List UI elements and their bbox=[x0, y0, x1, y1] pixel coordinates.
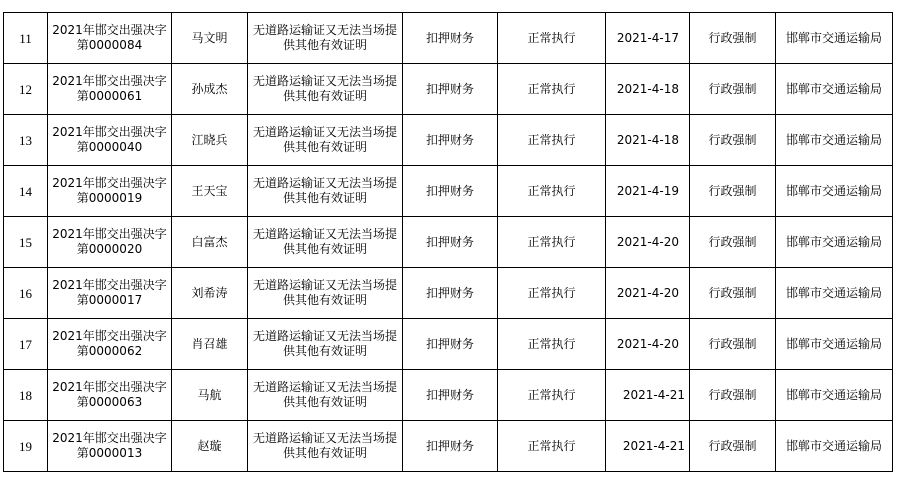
table-row bbox=[4, 370, 893, 421]
row-number-cell: 15 bbox=[4, 217, 48, 268]
decision-number-cell: 2021年邯交出强决字第0000017 bbox=[48, 268, 172, 319]
decision-date-cell: 2021-4-18 bbox=[606, 64, 690, 115]
party-name-cell: 王天宝 bbox=[172, 166, 248, 217]
agency-cell: 邯郸市交通运输局 bbox=[776, 13, 893, 64]
table-row bbox=[4, 115, 893, 166]
enforcement-table bbox=[3, 12, 893, 472]
decision-date-cell: 2021-4-17 bbox=[606, 13, 690, 64]
decision-date-cell: 2021-4-20 bbox=[606, 268, 690, 319]
reason-cell: 无道路运输证又无法当场提供其他有效证明 bbox=[248, 13, 403, 64]
decision-date-cell: 2021-4-20 bbox=[606, 319, 690, 370]
decision-number-cell: 2021年邯交出强决字第0000063 bbox=[48, 370, 172, 421]
action-type-cell: 行政强制 bbox=[690, 64, 776, 115]
table-row bbox=[4, 166, 893, 217]
row-number-cell: 12 bbox=[4, 64, 48, 115]
party-name-cell: 白富杰 bbox=[172, 217, 248, 268]
reason-cell: 无道路运输证又无法当场提供其他有效证明 bbox=[248, 421, 403, 472]
party-name-cell: 赵璇 bbox=[172, 421, 248, 472]
decision-number-cell: 2021年邯交出强决字第0000084 bbox=[48, 13, 172, 64]
agency-cell: 邯郸市交通运输局 bbox=[776, 217, 893, 268]
row-number-cell: 18 bbox=[4, 370, 48, 421]
status-cell: 正常执行 bbox=[498, 421, 606, 472]
row-number-cell: 19 bbox=[4, 421, 48, 472]
reason-cell: 无道路运输证又无法当场提供其他有效证明 bbox=[248, 217, 403, 268]
table-body bbox=[4, 13, 893, 472]
decision-date-cell: 2021-4-18 bbox=[606, 115, 690, 166]
status-cell: 正常执行 bbox=[498, 64, 606, 115]
agency-cell: 邯郸市交通运输局 bbox=[776, 115, 893, 166]
action-type-cell: 行政强制 bbox=[690, 421, 776, 472]
decision-number-cell: 2021年邯交出强决字第0000062 bbox=[48, 319, 172, 370]
party-name-cell: 刘希涛 bbox=[172, 268, 248, 319]
measure-cell: 扣押财务 bbox=[403, 421, 498, 472]
decision-date-cell: 2021-4-19 bbox=[606, 166, 690, 217]
measure-cell: 扣押财务 bbox=[403, 319, 498, 370]
table-row bbox=[4, 319, 893, 370]
status-cell: 正常执行 bbox=[498, 319, 606, 370]
decision-number-cell: 2021年邯交出强决字第0000040 bbox=[48, 115, 172, 166]
agency-cell: 邯郸市交通运输局 bbox=[776, 370, 893, 421]
decision-number-cell: 2021年邯交出强决字第0000061 bbox=[48, 64, 172, 115]
action-type-cell: 行政强制 bbox=[690, 13, 776, 64]
measure-cell: 扣押财务 bbox=[403, 64, 498, 115]
table-row bbox=[4, 268, 893, 319]
agency-cell: 邯郸市交通运输局 bbox=[776, 268, 893, 319]
action-type-cell: 行政强制 bbox=[690, 319, 776, 370]
status-cell: 正常执行 bbox=[498, 217, 606, 268]
decision-date-cell: 2021-4-20 bbox=[606, 217, 690, 268]
status-cell: 正常执行 bbox=[498, 166, 606, 217]
row-number-cell: 16 bbox=[4, 268, 48, 319]
reason-cell: 无道路运输证又无法当场提供其他有效证明 bbox=[248, 319, 403, 370]
agency-cell: 邯郸市交通运输局 bbox=[776, 319, 893, 370]
action-type-cell: 行政强制 bbox=[690, 217, 776, 268]
row-number-cell: 11 bbox=[4, 13, 48, 64]
decision-date-cell: 2021-4-21 bbox=[606, 421, 690, 472]
row-number-cell: 17 bbox=[4, 319, 48, 370]
reason-cell: 无道路运输证又无法当场提供其他有效证明 bbox=[248, 166, 403, 217]
decision-number-cell: 2021年邯交出强决字第0000013 bbox=[48, 421, 172, 472]
decision-number-cell: 2021年邯交出强决字第0000019 bbox=[48, 166, 172, 217]
measure-cell: 扣押财务 bbox=[403, 217, 498, 268]
status-cell: 正常执行 bbox=[498, 115, 606, 166]
table-row bbox=[4, 64, 893, 115]
decision-number-cell: 2021年邯交出强决字第0000020 bbox=[48, 217, 172, 268]
party-name-cell: 马文明 bbox=[172, 13, 248, 64]
measure-cell: 扣押财务 bbox=[403, 166, 498, 217]
action-type-cell: 行政强制 bbox=[690, 370, 776, 421]
measure-cell: 扣押财务 bbox=[403, 370, 498, 421]
reason-cell: 无道路运输证又无法当场提供其他有效证明 bbox=[248, 115, 403, 166]
table-row bbox=[4, 217, 893, 268]
action-type-cell: 行政强制 bbox=[690, 115, 776, 166]
action-type-cell: 行政强制 bbox=[690, 268, 776, 319]
row-number-cell: 13 bbox=[4, 115, 48, 166]
party-name-cell: 肖召雄 bbox=[172, 319, 248, 370]
status-cell: 正常执行 bbox=[498, 268, 606, 319]
measure-cell: 扣押财务 bbox=[403, 13, 498, 64]
agency-cell: 邯郸市交通运输局 bbox=[776, 166, 893, 217]
decision-date-cell: 2021-4-21 bbox=[606, 370, 690, 421]
party-name-cell: 江晓兵 bbox=[172, 115, 248, 166]
reason-cell: 无道路运输证又无法当场提供其他有效证明 bbox=[248, 64, 403, 115]
agency-cell: 邯郸市交通运输局 bbox=[776, 421, 893, 472]
status-cell: 正常执行 bbox=[498, 13, 606, 64]
table-row bbox=[4, 421, 893, 472]
party-name-cell: 孙成杰 bbox=[172, 64, 248, 115]
party-name-cell: 马航 bbox=[172, 370, 248, 421]
action-type-cell: 行政强制 bbox=[690, 166, 776, 217]
status-cell: 正常执行 bbox=[498, 370, 606, 421]
reason-cell: 无道路运输证又无法当场提供其他有效证明 bbox=[248, 268, 403, 319]
agency-cell: 邯郸市交通运输局 bbox=[776, 64, 893, 115]
measure-cell: 扣押财务 bbox=[403, 115, 498, 166]
measure-cell: 扣押财务 bbox=[403, 268, 498, 319]
table-row bbox=[4, 13, 893, 64]
reason-cell: 无道路运输证又无法当场提供其他有效证明 bbox=[248, 370, 403, 421]
row-number-cell: 14 bbox=[4, 166, 48, 217]
